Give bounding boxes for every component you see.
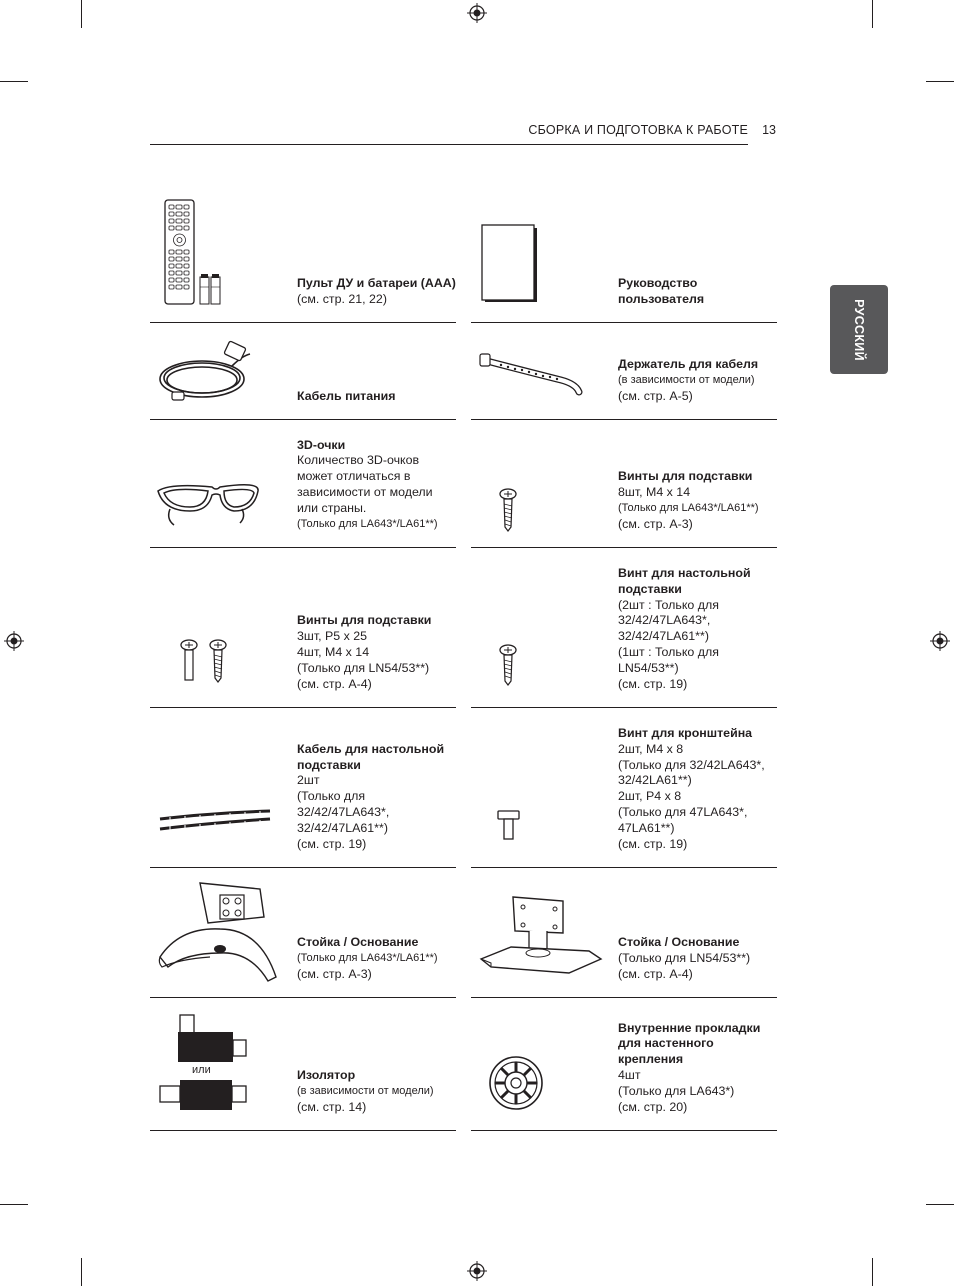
accessory-item (471, 185, 777, 323)
item-text (297, 613, 457, 693)
item-title: Держатель для кабеля (618, 357, 759, 372)
page-header (150, 123, 776, 145)
item-line: (см. стр. А-4) (297, 677, 372, 692)
crop-mark (872, 0, 873, 28)
item-text (618, 469, 778, 533)
accessory-item (471, 419, 777, 548)
item-title: Винт для настольной подставки (618, 565, 751, 596)
item-title: Кабель питания (297, 389, 396, 404)
3d-glasses-icon (150, 419, 296, 547)
item-title: Кабель для настольной подставки (297, 741, 445, 772)
stand-body-base-icon (150, 867, 296, 997)
item-text (618, 1021, 778, 1116)
language-tab-label: РУССКИЙ (852, 298, 866, 361)
item-line: (Только для LA643*) (618, 1084, 735, 1099)
registration-mark-icon (4, 631, 24, 651)
item-line: (Только для 32/42/47LA643*, 32/42/47LA61**) (297, 789, 390, 836)
item-text (618, 357, 778, 405)
accessory-item (150, 707, 456, 868)
item-text (297, 438, 457, 533)
item-line: (см. стр. А-3) (297, 967, 372, 982)
power-cable-icon (150, 322, 296, 419)
accessory-item (471, 997, 777, 1131)
item-note-small: (Только для LA643*/LA61**) (618, 502, 759, 515)
item-line: 4шт, M4 x 14 (297, 645, 370, 660)
remote-control-icon (150, 185, 296, 322)
accessory-item (150, 997, 456, 1131)
item-line: 2шт, M4 x 8 (618, 741, 684, 756)
accessory-item (150, 547, 456, 708)
item-line: (см. стр. 20) (618, 1100, 688, 1115)
registration-mark-icon (467, 3, 487, 23)
accessory-item (150, 322, 456, 420)
item-line: (Только для LN54/53**) (297, 661, 430, 676)
item-text (297, 1068, 457, 1116)
screw-icon (471, 419, 617, 547)
item-line: (см. стр. А-4) (618, 967, 693, 982)
item-note-small: (в зависимости от модели) (618, 374, 755, 387)
item-text (297, 276, 457, 308)
item-note-small: (в зависимости от модели) (297, 1085, 434, 1098)
item-text (618, 726, 778, 853)
crop-mark (81, 0, 82, 28)
crop-mark (872, 1258, 873, 1286)
crop-mark (0, 1204, 28, 1205)
item-title: Руководство пользователя (618, 276, 705, 307)
item-title: Стойка / Основание (297, 935, 419, 950)
screws-pair-icon (150, 547, 296, 707)
item-line: (см. стр. 19) (618, 677, 688, 692)
item-line: (см. стр. 19) (618, 837, 688, 852)
item-line: 2шт, P4 x 8 (618, 789, 682, 804)
isolator-icon (150, 997, 296, 1130)
item-line: (см. стр. 14) (297, 1100, 367, 1115)
item-text (618, 276, 778, 308)
wall-mount-spacer-icon (471, 997, 617, 1130)
item-title: Изолятор (297, 1068, 356, 1083)
item-line: (Только для LN54/53**) (618, 951, 751, 966)
item-title: 3D-очки (297, 437, 346, 452)
screw-icon (471, 547, 617, 707)
item-line: (см. стр. А-5) (618, 389, 693, 404)
item-line: (см. стр. А-3) (618, 517, 693, 532)
crop-mark (926, 81, 954, 82)
accessory-item (150, 867, 456, 998)
or-label: или (192, 1064, 211, 1076)
item-title: Винты для подставки (618, 469, 753, 484)
crop-mark (926, 1204, 954, 1205)
item-note-small: (Только для LA643*/LA61**) (297, 518, 438, 531)
item-line: 3шт, P5 x 25 (297, 629, 368, 644)
language-tab (830, 285, 888, 374)
section-title: СБОРКА И ПОДГОТОВКА К РАБОТЕ (528, 123, 748, 137)
item-title: Пульт ДУ и батареи (AAA) (297, 276, 456, 291)
item-title: Внутренние прокладки для настенного крепления (618, 1020, 761, 1067)
cable-holder-icon (471, 322, 617, 419)
item-title: Стойка / Основание (618, 935, 740, 950)
accessory-item (471, 322, 777, 420)
accessory-item (471, 547, 777, 708)
item-line: (2шт : Только для 32/42/47LA643*, 32/42/47LA61**) (618, 597, 719, 644)
accessory-item (150, 419, 456, 548)
accessory-item (471, 867, 777, 998)
item-line: Количество 3D-очков может отличаться в зависимости от модели или страны. (297, 453, 433, 516)
page-number: 13 (762, 123, 776, 137)
accessory-item (471, 707, 777, 868)
user-manual-icon (471, 185, 617, 322)
item-line: (см. стр. 21, 22) (297, 292, 387, 307)
stand-body-base-icon (471, 867, 617, 997)
item-text (297, 935, 457, 983)
desk-stand-cable-icon (150, 707, 296, 867)
item-note-small: (Только для LA643*/LA61**) (297, 952, 438, 965)
item-title: Винты для подставки (297, 613, 432, 628)
item-text (618, 935, 778, 983)
item-line: (1шт : Только для LN54/53**) (618, 645, 719, 676)
item-line: (см. стр. 19) (297, 837, 367, 852)
item-text (618, 566, 778, 693)
item-text (297, 742, 457, 853)
crop-mark (0, 81, 28, 82)
item-line: (Только для 32/42LA643*, 32/42LA61**) (618, 757, 765, 788)
item-text (297, 389, 457, 405)
bracket-screw-icon (471, 707, 617, 867)
item-line: 2шт (297, 773, 320, 788)
item-title: Винт для кронштейна (618, 725, 753, 740)
header-rule (150, 144, 748, 145)
item-line: 8шт, M4 x 14 (618, 485, 691, 500)
registration-mark-icon (467, 1261, 487, 1281)
item-line: (Только для 47LA643*, 47LA61**) (618, 805, 748, 836)
item-line: 4шт (618, 1068, 641, 1083)
crop-mark (81, 1258, 82, 1286)
accessory-item (150, 185, 456, 323)
registration-mark-icon (930, 631, 950, 651)
